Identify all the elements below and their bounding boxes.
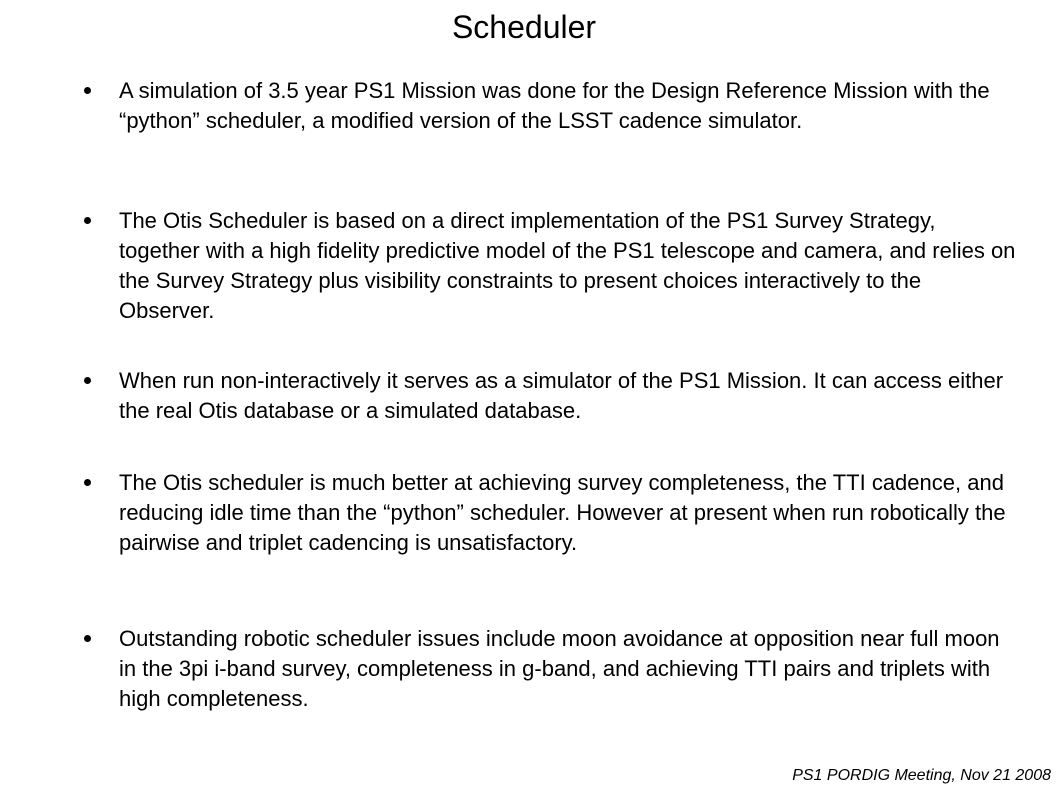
bullet-icon <box>84 377 91 384</box>
bullet-icon <box>84 635 91 642</box>
bullet-text: When run non-interactively it serves as a simulator of the PS1 Mission. It can access either the real Otis database or a simulated database. <box>119 368 1004 423</box>
bullet-text: The Otis Scheduler is based on a direct implementation of the PS1 Survey Strategy, together with a high fidelity predictive model of the PS1 telescope and camera, and relies on the Survey Strategy plus visibility constraints to present choices interactively to the Observer. <box>119 208 1016 323</box>
slide-title: Scheduler <box>451 9 597 45</box>
bullet-icon <box>84 87 91 94</box>
footer-text: PS1 PORDIG Meeting, Nov 21 2008 <box>792 767 1051 784</box>
bullet-icon <box>84 479 91 486</box>
bullet-icon <box>84 217 91 224</box>
bullet-text: A simulation of 3.5 year PS1 Mission was done for the Design Reference Mission with the “python” scheduler, a modified version of the LSST cadence simulator. <box>119 78 990 133</box>
bullet-text: Outstanding robotic scheduler issues include moon avoidance at opposition near full moon in the 3pi i-band survey, completeness in g-band, and achieving TTI pairs and triplets with high completeness. <box>119 626 1000 711</box>
bullet-text: The Otis scheduler is much better at achieving survey completeness, the TTI cadence, and reducing idle time than the “python” scheduler. However at present when run robotically the pairwise and triplet cadencing is unsatisfactory. <box>119 470 1006 555</box>
